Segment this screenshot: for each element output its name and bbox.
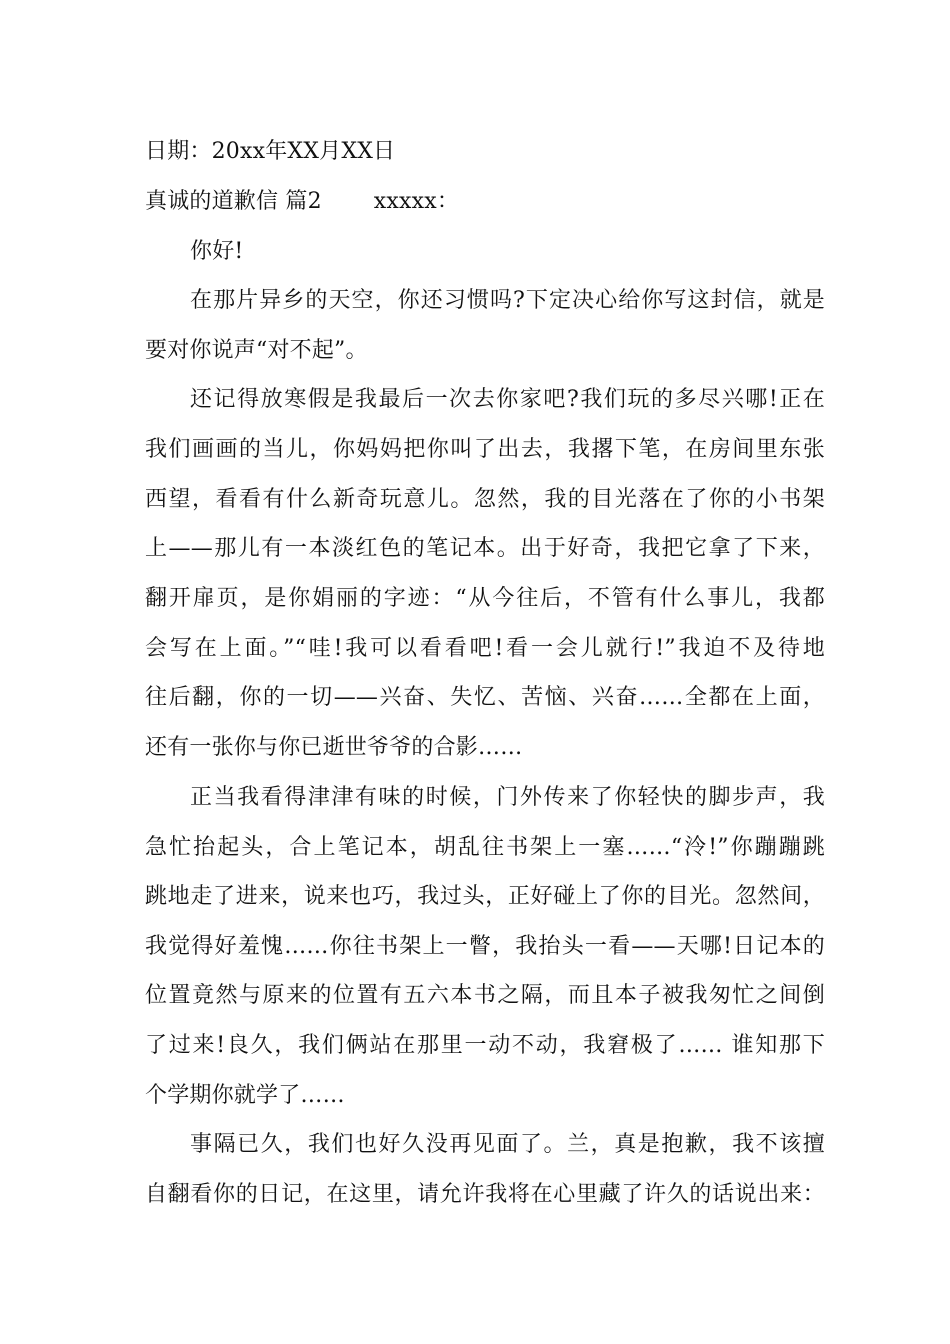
paragraph-line: 我们画画的当儿，你妈妈把你叫了出去，我撂下笔，在房间里东张 bbox=[145, 437, 825, 462]
paragraph-line: 正当我看得津津有味的时候，门外传来了你轻快的脚步声，我 bbox=[190, 785, 825, 810]
paragraph-line: 在那片异乡的天空，你还习惯吗?下定决心给你写这封信，就是 bbox=[190, 288, 825, 313]
paragraph-line: 跳地走了进来，说来也巧，我过头，正好碰上了你的目光。忽然间， bbox=[145, 884, 825, 909]
letter-heading bbox=[145, 187, 825, 217]
paragraph-line: 急忙抬起头，合上笔记本，胡乱往书架上一塞……“泠!”你蹦蹦跳 bbox=[145, 835, 825, 860]
paragraph-line: 会写在上面。”“哇!我可以看看吧!看一会儿就行!”我迫不及待地 bbox=[145, 636, 825, 661]
paragraph-line: 翻开扉页，是你娟丽的字迹：“从今往后，不管有什么事儿，我都 bbox=[145, 586, 825, 611]
letter-title: 真诚的道歉信 篇2 bbox=[145, 189, 322, 214]
paragraph-line: 位置竟然与原来的位置有五六本书之隔，而且本子被我匆忙之间倒 bbox=[145, 983, 825, 1008]
paragraph-line: 要对你说声“对不起”。 bbox=[145, 338, 368, 363]
paragraph-line: 往后翻，你的一切——兴奋、失忆、苦恼、兴奋……全都在上面， bbox=[145, 685, 825, 710]
paragraph-line: 上——那儿有一本淡红色的笔记本。出于好奇，我把它拿了下来， bbox=[145, 536, 825, 561]
paragraph-line: 个学期你就学了…… bbox=[145, 1083, 345, 1108]
paragraph-line: 还有一张你与你已逝世爷爷的合影…… bbox=[145, 735, 523, 760]
date-line: 日期：20xx年XX月XX日 bbox=[145, 139, 396, 164]
paragraph-line: 事隔已久，我们也好久没再见面了。兰，真是抱歉，我不该擅 bbox=[190, 1132, 825, 1157]
recipient: xxxxx： bbox=[373, 189, 460, 214]
paragraph-line: 了过来!良久，我们俩站在那里一动不动，我窘极了…… 谁知那下 bbox=[145, 1033, 825, 1058]
paragraph-line: 西望，看看有什么新奇玩意儿。忽然，我的目光落在了你的小书架 bbox=[145, 487, 825, 512]
greeting: 你好! bbox=[190, 239, 244, 264]
paragraph-line: 我觉得好羞愧……你往书架上一瞥，我抬头一看——天哪!日记本的 bbox=[145, 934, 825, 959]
paragraph-line: 还记得放寒假是我最后一次去你家吧?我们玩的多尽兴哪!正在 bbox=[190, 387, 825, 412]
paragraph-line: 自翻看你的日记，在这里，请允许我将在心里藏了许久的话说出来： bbox=[145, 1182, 825, 1207]
